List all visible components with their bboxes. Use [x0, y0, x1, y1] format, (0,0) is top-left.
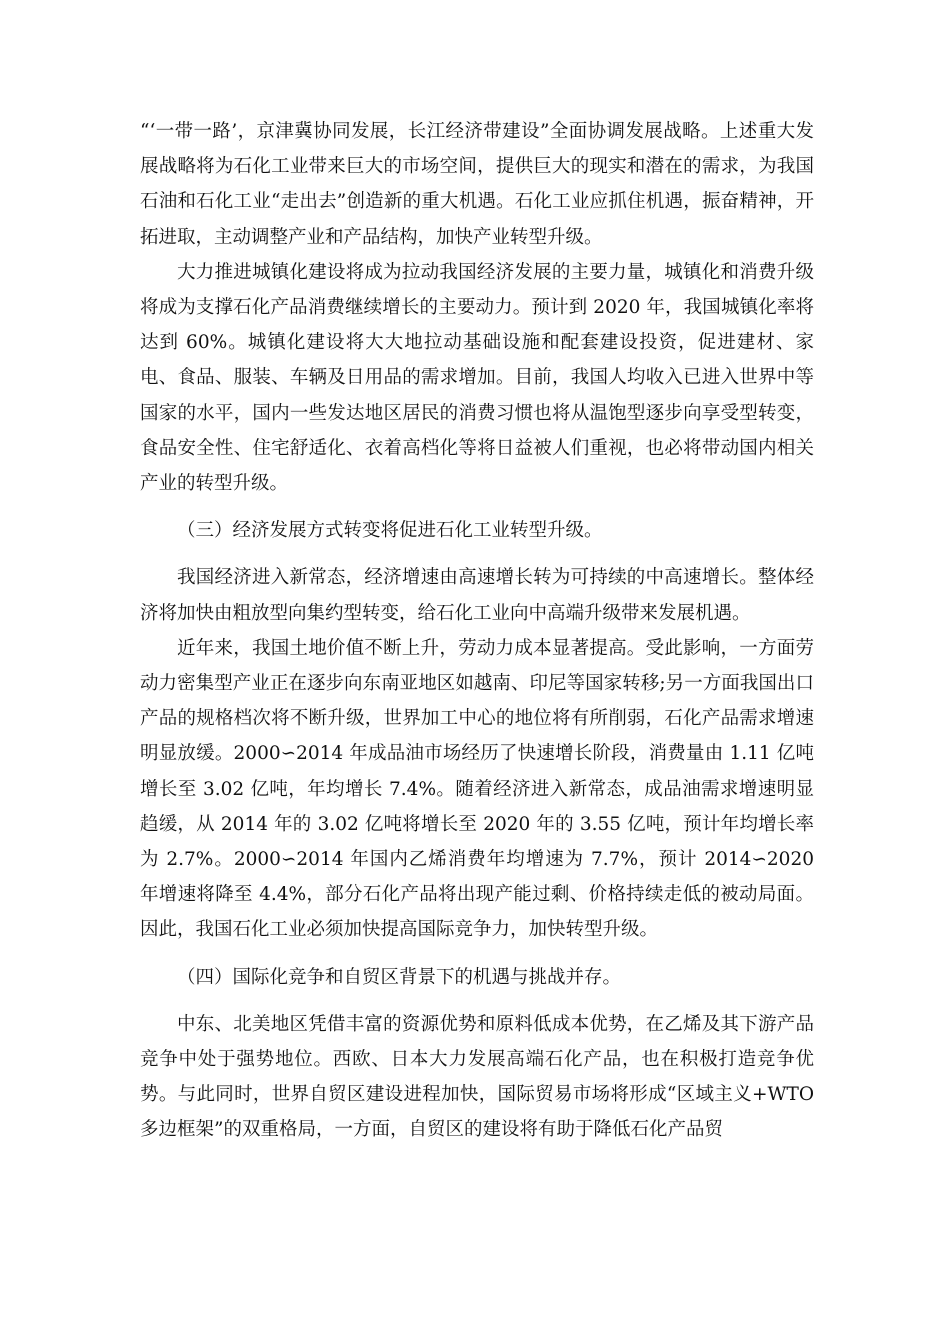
document-body [140, 114, 814, 1148]
paragraph-urbanization: 大力推进城镇化建设将成为拉动我国经济发展的主要力量，城镇化和消费升级将成为支撑石化产品消费继续增长的主要动力。预计到 2020 年，我国城镇化率将达到 60%。城镇化建设将大大地拉动基础设施和配套建设投资，促进建材、家电、食品、服装、车辆及日用品的需求增加。目前，我国人均收入已进入世界中等国家的水平，国内一些发达地区居民的消费习惯也将从温饱型逐步向享受型转变，食品安全性、住宅舒适化、衣着高档化等将日益被人们重视，也必将带动国内相关产业的转型升级。 [140, 261, 814, 495]
section-heading-4: （四）国际化竞争和自贸区背景下的机遇与挑战并存。 [177, 966, 622, 988]
paragraph-international-competition: 中东、北美地区凭借丰富的资源优势和原料低成本优势，在乙烯及其下游产品竞争中处于强势地位。西欧、日本大力发展高端石化产品，也在积极打造竞争优势。与此同时，世界自贸区建设进程加快，国际贸易市场将形成“区域主义+WTO 多边框架”的双重格局，一方面，自贸区的建设将有助于降低石化产品贸 [140, 1013, 814, 1141]
paragraph-new-normal: 我国经济进入新常态，经济增速由高速增长转为可持续的中高速增长。整体经济将加快由粗放型向集约型转变，给石化工业向中高端升级带来发展机遇。 [140, 567, 814, 624]
paragraph-demand-slowdown: 近年来，我国土地价值不断上升，劳动力成本显著提高。受此影响，一方面劳动力密集型产业正在逐步向东南亚地区如越南、印尼等国家转移;另一方面我国出口产品的规格档次将不断升级，世界加工中心的地位将有所削弱，石化产品需求增速明显放缓。2000∽2014 年成品油市场经历了快速增长阶段，消费量由 1.11 亿吨增长至 3.02 亿吨，年均增长 7.4%。随着经济进入新常态，成品油需求增速明显趋缓，从 2014 年的 3.02 亿吨将增长至 2020 年的 3.55 亿吨，预计年均增长率为 2.7%。2000∽2014 年国内乙烯消费年均增速为 7.7%，预计 2014∽2020 年增速将降至 4.4%，部分石化产品将出现产能过剩、价格持续走低的被动局面。因此，我国石化工业必须加快提高国际竞争力，加快转型升级。 [140, 637, 814, 941]
paragraph-strategy: “‘一带一路’，京津冀协同发展，长江经济带建设”全面协调发展战略。上述重大发展战略将为石化工业带来巨大的市场空间，提供巨大的现实和潜在的需求，为我国石油和石化工业“走出去”创造新的重大机遇。石化工业应抓住机遇，振奋精神，开拓进取，主动调整产业和产品结构，加快产业转型升级。 [140, 121, 814, 248]
section-heading-3: （三）经济发展方式转变将促进石化工业转型升级。 [177, 520, 603, 542]
